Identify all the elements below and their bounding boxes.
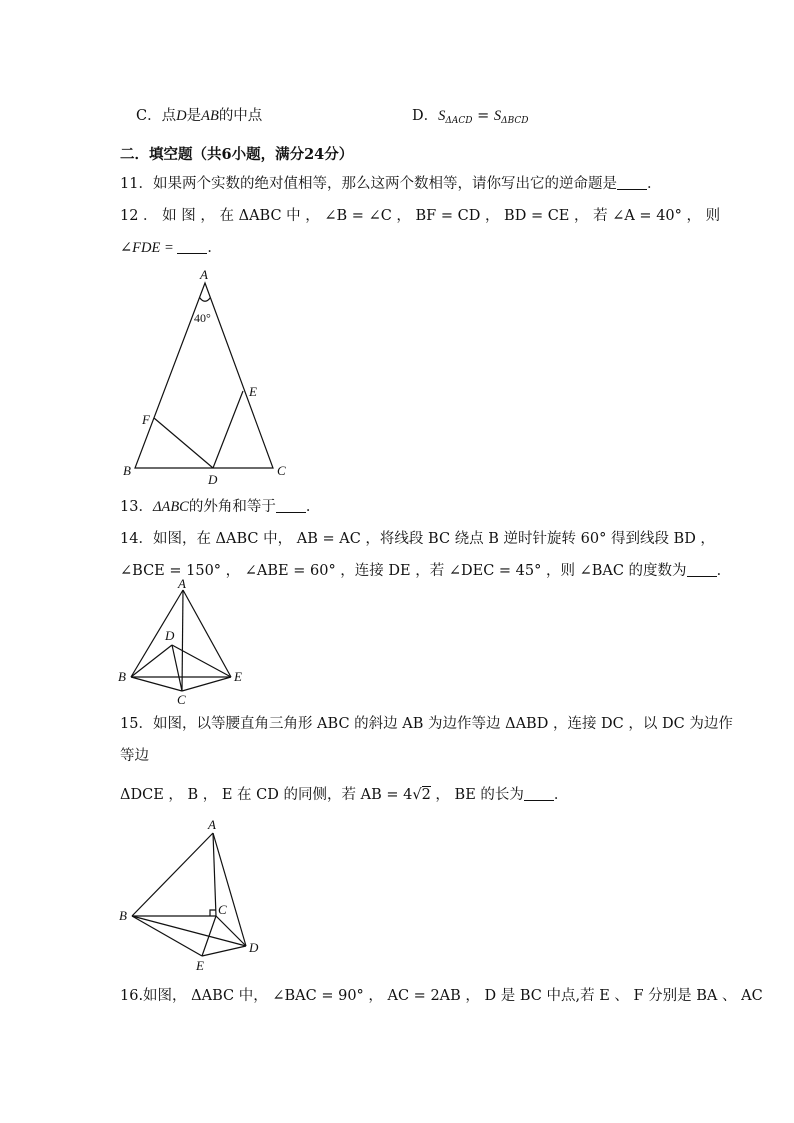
segment-de xyxy=(213,391,243,468)
question-15-line2: 等边 xyxy=(120,748,149,764)
answer-blank xyxy=(687,562,717,577)
segment-dc xyxy=(172,645,182,691)
label-b: B xyxy=(123,463,131,478)
label-d: D xyxy=(165,628,175,643)
segment-ac xyxy=(182,590,183,691)
question-15-line3: ΔDCE ， B ， E 在 CD 的同侧，若 AB = 4√2 ， BE 的长为 ． xyxy=(120,787,569,803)
segment-bd xyxy=(131,645,172,677)
label-e: E xyxy=(249,384,257,399)
segment-bc xyxy=(131,677,182,691)
label-b: B xyxy=(119,908,127,923)
label-angle-40: 40° xyxy=(194,311,211,325)
segment-ce xyxy=(202,916,216,956)
question-12-line1: 12 ． 如 图 ， 在 ΔABC 中 ， ∠B = ∠C ， BF = CD ， BD = CE ， 若 ∠A = 40° ， 则 xyxy=(120,208,721,224)
sqrt-symbol: √ xyxy=(412,787,422,803)
label-e: E xyxy=(234,669,242,684)
answer-blank xyxy=(524,786,554,801)
segment-ce xyxy=(182,677,231,691)
answer-blank xyxy=(276,498,306,513)
figure-q14 xyxy=(115,576,255,710)
question-14-line2: ∠BCE = 150° ， ∠ABE = 60° ，连接 DE ，若 ∠DEC = 45° ，则 ∠BAC 的度数为 ． xyxy=(120,563,732,579)
label-d: D xyxy=(249,940,259,955)
answer-blank xyxy=(617,175,647,190)
segment-be xyxy=(132,916,202,956)
figure-q12 xyxy=(120,265,300,490)
segment-de xyxy=(202,946,246,956)
question-11: 11．如果两个实数的绝对值相等，那么这两个数相等，请你写出它的逆命题是 ． xyxy=(120,176,662,192)
segment-ab xyxy=(131,590,183,677)
question-16-line1: 16.如图， ΔABC 中， ∠BAC = 90° ， AC = 2AB ， D 是 BC 中点,若 E 、 F 分别是 BA 、 AC xyxy=(120,988,763,1004)
right-angle-mark xyxy=(210,910,216,916)
segment-bd xyxy=(132,916,246,946)
label-a: A xyxy=(178,576,186,591)
segment-fd xyxy=(154,418,213,468)
label-f: F xyxy=(142,412,150,427)
segment-ac xyxy=(213,833,216,916)
label-b: B xyxy=(118,669,126,684)
label-a: A xyxy=(200,267,208,282)
label-c: C xyxy=(177,692,186,707)
figure-q15 xyxy=(115,815,265,975)
segment-ab xyxy=(132,833,213,916)
label-e: E xyxy=(196,958,204,973)
question-14-line1: 14．如图，在 ΔABC 中， AB = AC ，将线段 BC 绕点 B 逆时针旋转 60° 得到线段 BD ， xyxy=(120,531,715,547)
label-d: D xyxy=(208,472,218,487)
question-15-line1: 15．如图，以等腰直角三角形 ABC 的斜边 AB 为边作等边 ΔABD ，连接 DC ，以 DC 为边作 xyxy=(120,716,733,732)
label-c: C xyxy=(218,902,227,917)
option-c: C．点D是AB的中点 xyxy=(136,108,263,124)
label-a: A xyxy=(208,817,216,832)
answer-blank xyxy=(177,239,207,254)
label-c: C xyxy=(277,463,286,478)
question-13: 13．ΔABC的外角和等于 ． xyxy=(120,499,321,515)
option-d: D．$S_{\Delta ACD} = S_{\Delta BCD}$ xyxy=(412,108,529,126)
section-title: 二．填空题（共6小题，满分24分） xyxy=(120,146,354,163)
question-12-line2: ∠FDE = ． xyxy=(120,240,222,256)
angle-arc-a xyxy=(200,298,211,302)
